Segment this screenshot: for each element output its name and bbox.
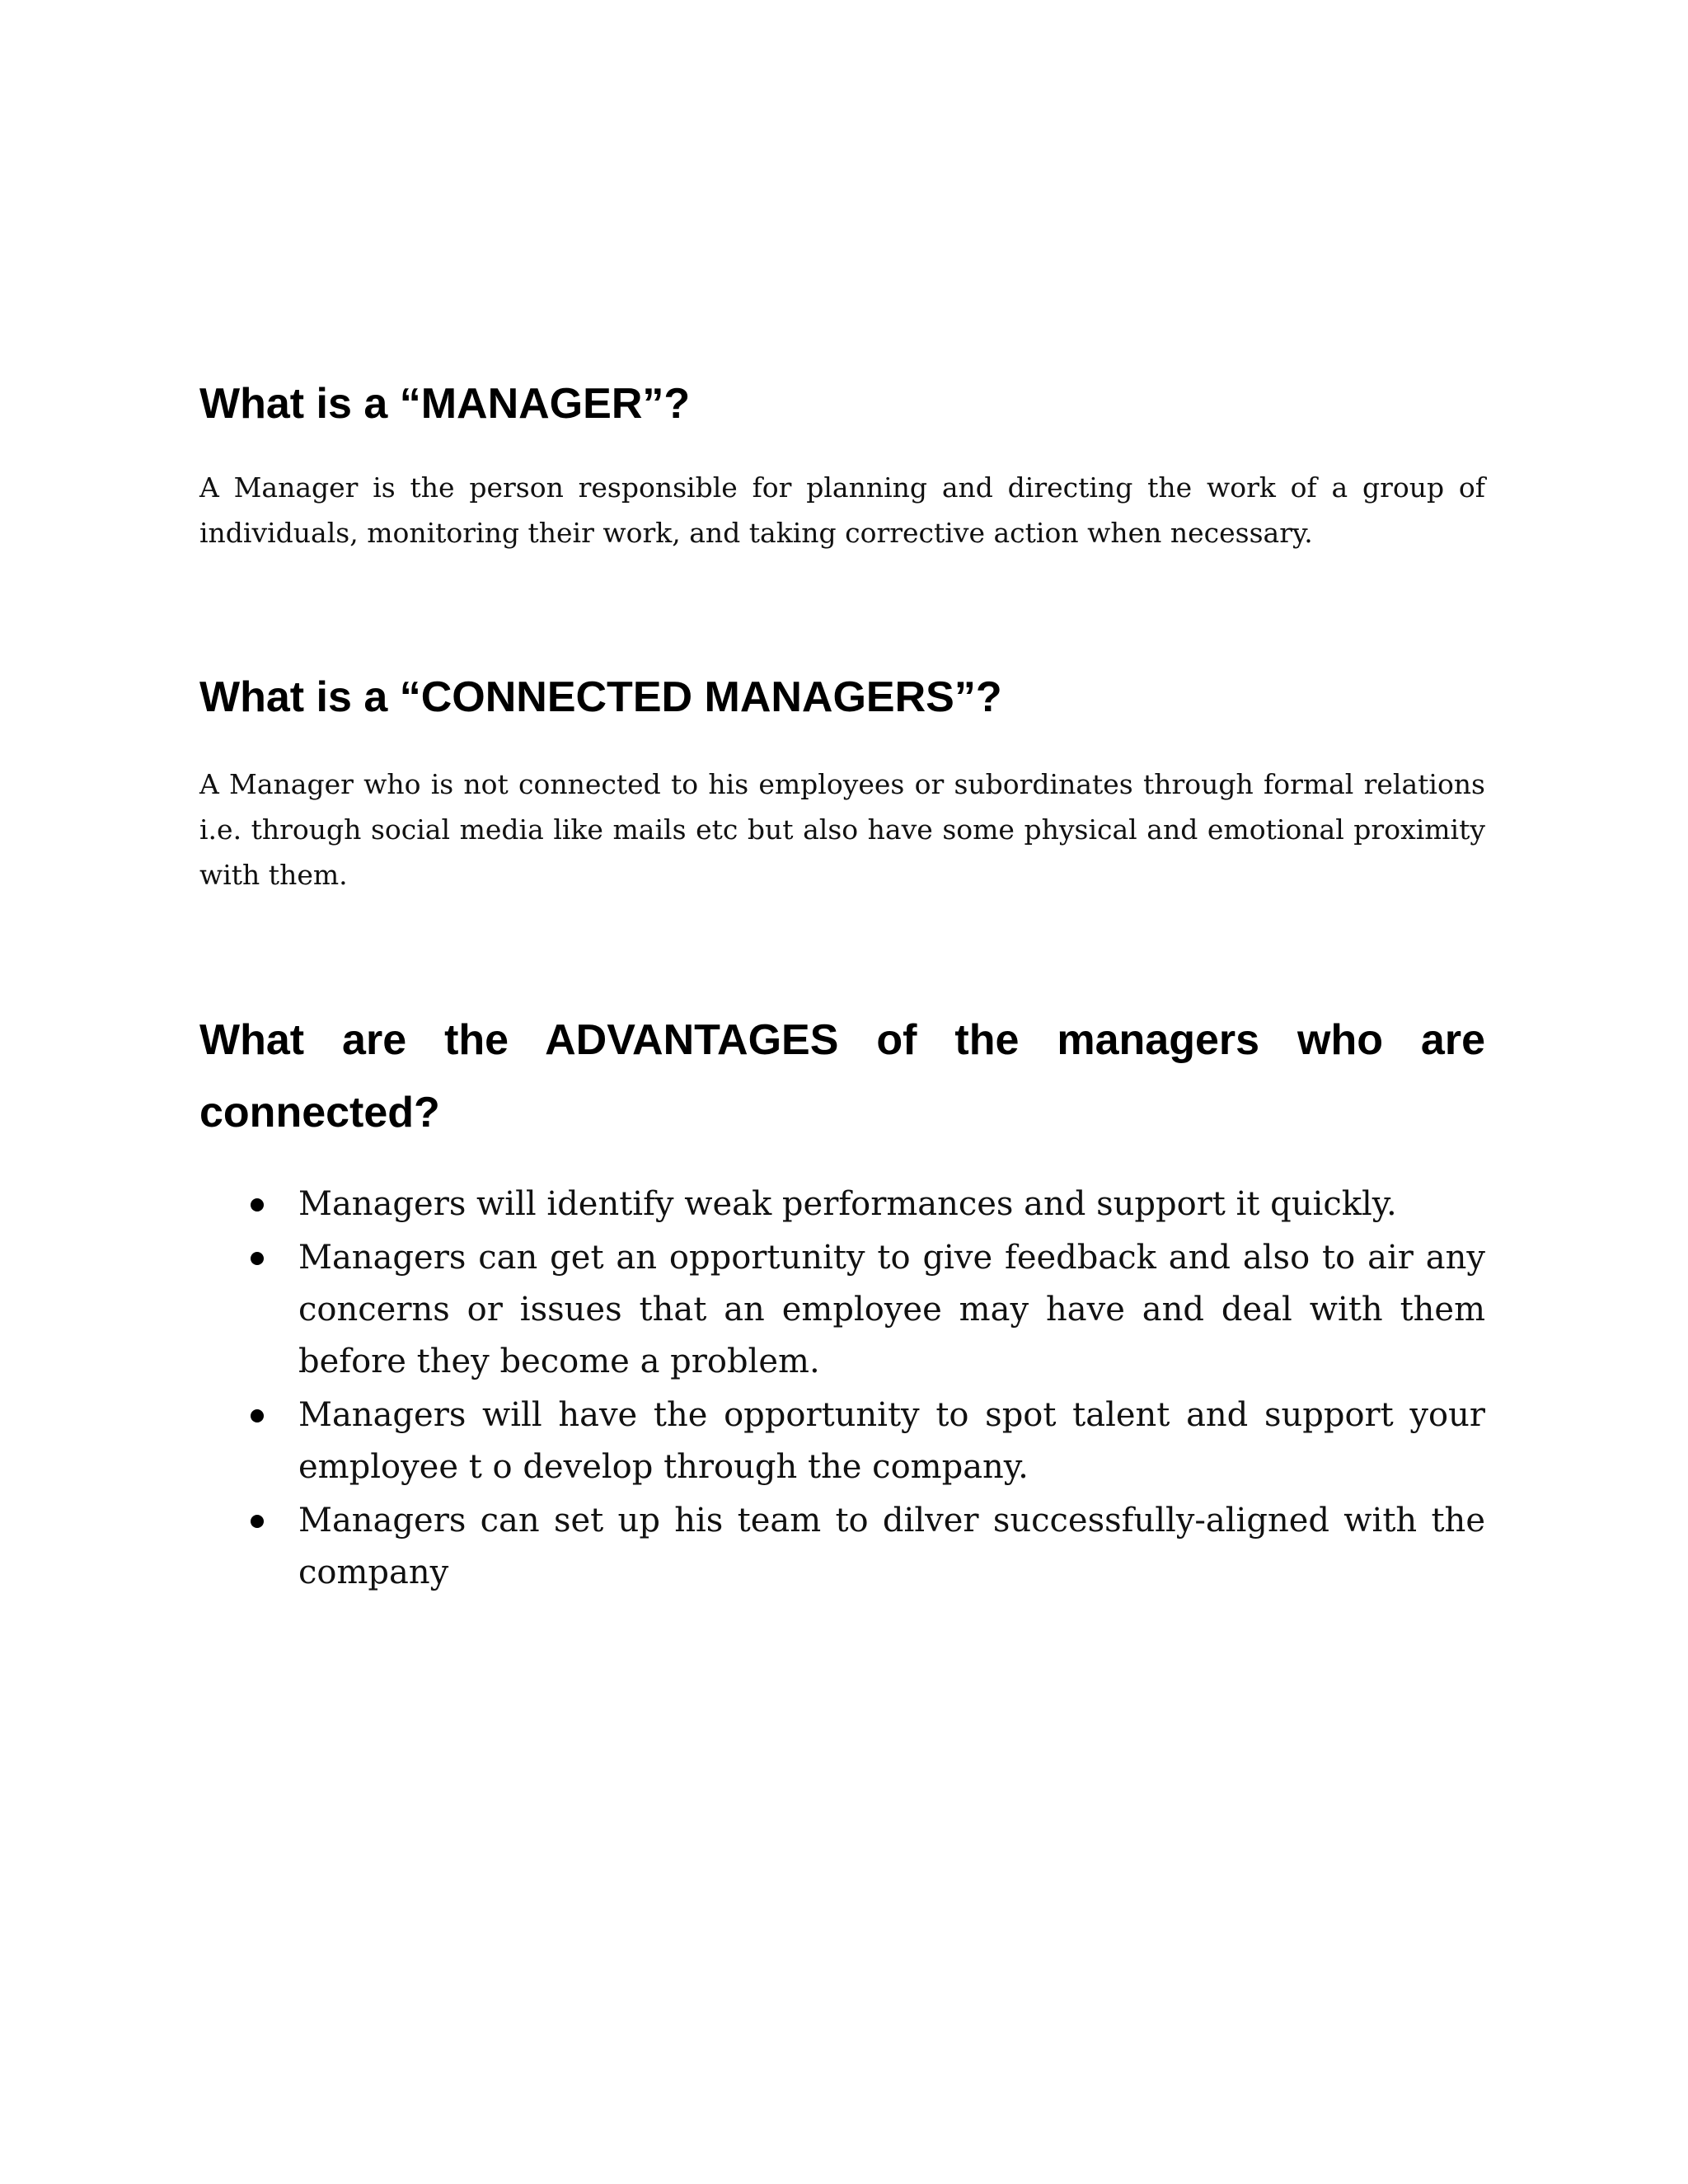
section-heading-advantages: What are the ADVANTAGES of the managers who are connected? — [199, 1016, 1485, 1137]
section-body-manager: A Manager is the person responsible for planning and directing the work of a group of individuals, monitoring their work, and taking corrective action when necessary. — [199, 471, 1485, 549]
advantages-list — [199, 1179, 1485, 1601]
list-item-text: Managers will identify weak performances and support it quickly. — [298, 1185, 1397, 1223]
list-item — [199, 1390, 1485, 1493]
list-item-text: Managers can get an opportunity to give feedback and also to air any concerns or issues that an employee may have and deal with them before they become a problem. — [298, 1239, 1485, 1380]
section-body-connected-managers: A Manager who is not connected to his employees or subordinates through formal relations i.e. through social media like mails etc but also have some physical and emotional proximity with them. — [199, 768, 1485, 891]
section-heading-manager: What is a “MANAGER”? — [199, 380, 691, 428]
section-heading-connected-managers: What is a “CONNECTED MANAGERS”? — [199, 673, 1002, 721]
bullet-icon — [251, 1252, 264, 1265]
bullet-icon — [251, 1409, 264, 1422]
list-item — [199, 1179, 1485, 1230]
bullet-icon — [251, 1198, 264, 1212]
list-item-text: Managers will have the opportunity to spot talent and support your employee t o develop through the company. — [298, 1396, 1485, 1486]
list-item — [199, 1232, 1485, 1388]
list-item — [199, 1495, 1485, 1599]
bullet-icon — [251, 1515, 264, 1528]
list-item-text: Managers can set up his team to dilver successfully-aligned with the company — [298, 1502, 1485, 1591]
